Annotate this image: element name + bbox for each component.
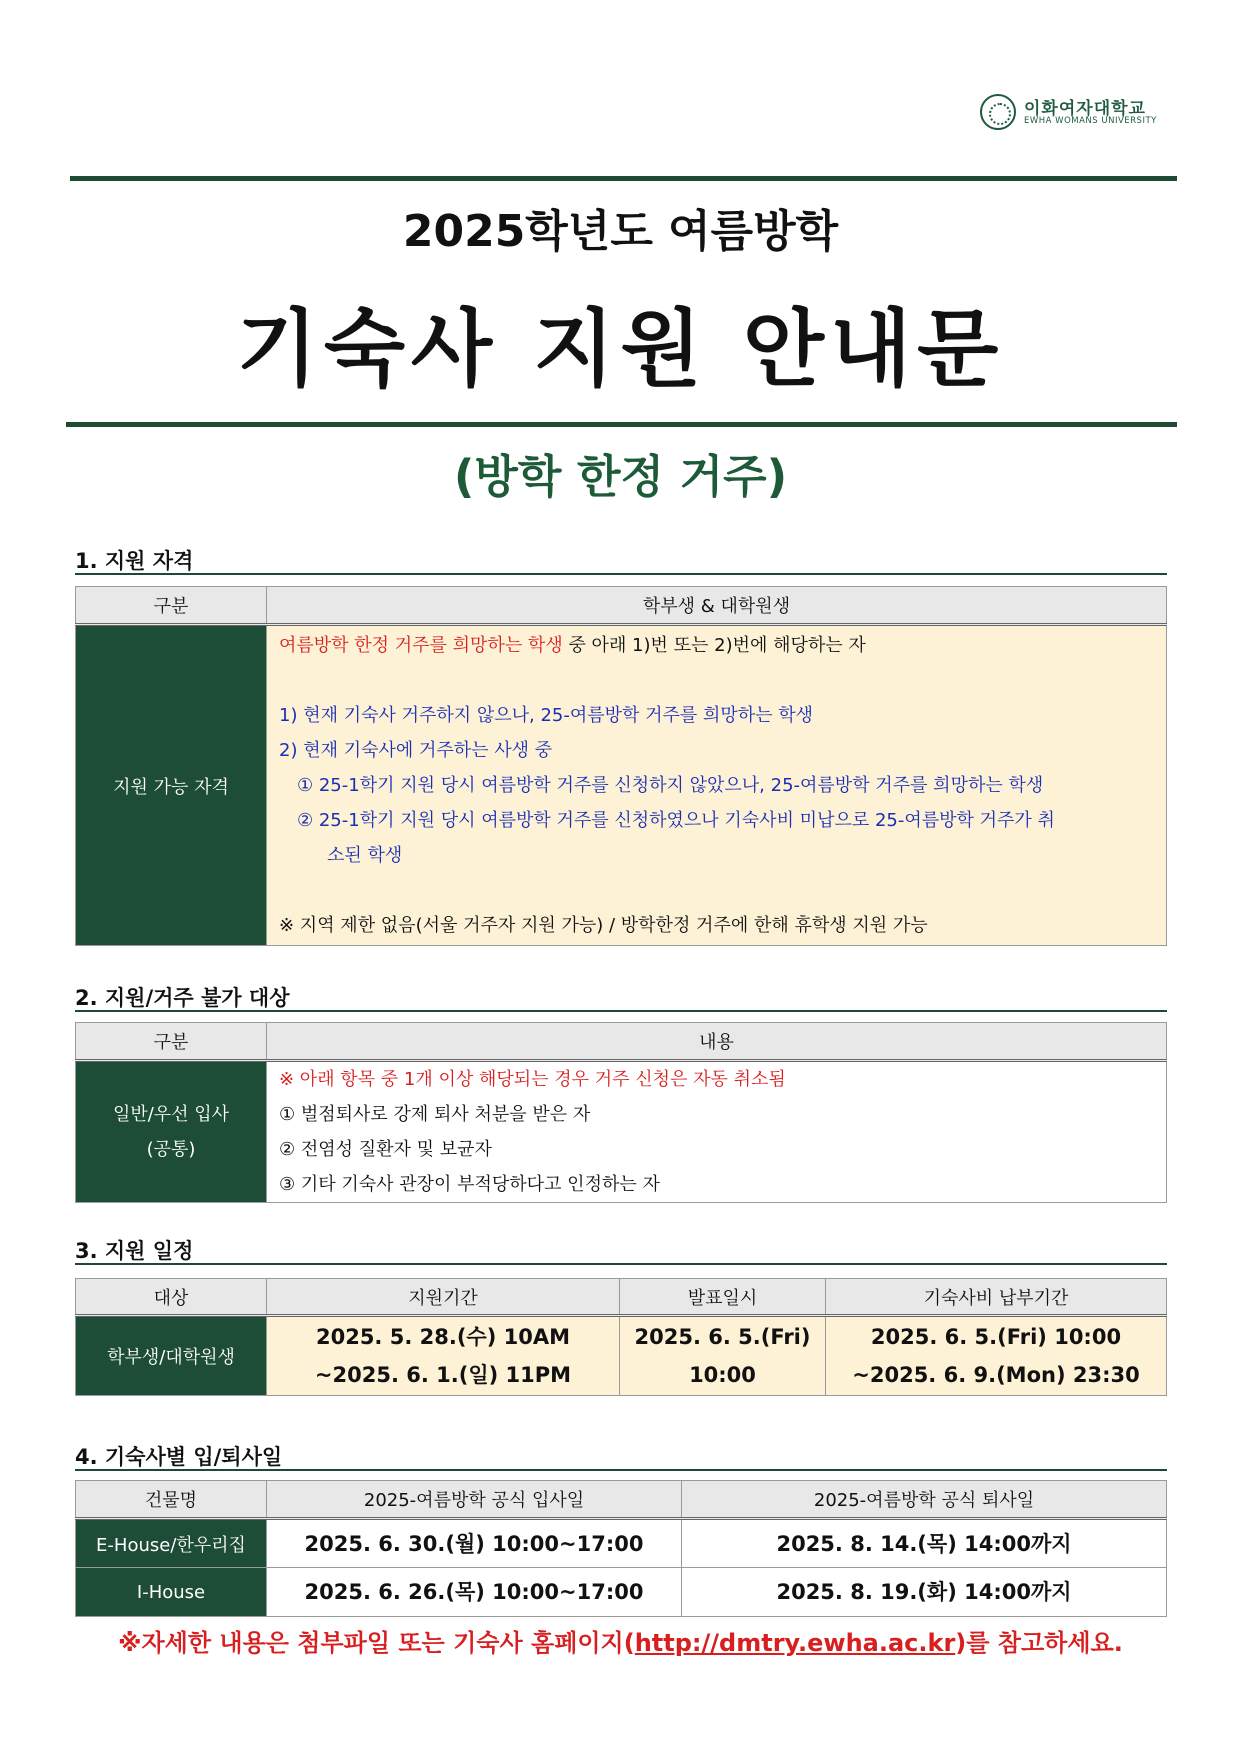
col-header-category: 구분 [76, 587, 267, 625]
university-seal-icon [980, 94, 1016, 130]
col-header-move-in: 2025-여름방학 공식 입사일 [267, 1481, 682, 1519]
col-header-content: 내용 [267, 1023, 1167, 1061]
section1-heading: 1. 지원 자격 [75, 549, 194, 573]
eligibility-item-2-2-cont: 소된 학생 [327, 845, 403, 866]
row-label-eligibility: 지원 가능 자격 [76, 625, 267, 946]
logo-name-en: EWHA WOMANS UNIVERSITY [1024, 116, 1157, 126]
section4-underline [75, 1469, 1167, 1471]
section2-underline [75, 1010, 1167, 1012]
restriction-item-3: ③ 기타 기숙사 관장이 부적당하다고 인정하는 자 [279, 1174, 660, 1195]
payment-period: 2025. 6. 5.(Fri) 10:00 ~2025. 6. 9.(Mon) 23:30 [826, 1316, 1167, 1396]
section4-heading: 4. 기숙사별 입/퇴사일 [75, 1445, 283, 1469]
eligibility-table [75, 586, 1167, 946]
dormitory-homepage-link[interactable]: http://dmtry.ewha.ac.kr [634, 1629, 956, 1657]
move-in-date: 2025. 6. 30.(월) 10:00~17:00 [267, 1519, 682, 1568]
move-out-date: 2025. 8. 14.(목) 14:00까지 [682, 1519, 1167, 1568]
title-main: 기숙사 지원 안내문 [236, 300, 1005, 398]
col-header-target: 대상 [76, 1279, 267, 1316]
title-year: 2025학년도 여름방학 [402, 206, 839, 257]
col-header-payment: 기숙사비 납부기간 [826, 1279, 1167, 1316]
col-header-target: 학부생 & 대학원생 [267, 587, 1167, 625]
announce-date: 2025. 6. 5.(Fri) 10:00 [620, 1316, 826, 1396]
col-header-category: 구분 [76, 1023, 267, 1061]
row-label-students: 학부생/대학원생 [76, 1316, 267, 1396]
move-in-date: 2025. 6. 26.(목) 10:00~17:00 [267, 1568, 682, 1617]
move-out-date: 2025. 8. 19.(화) 14:00까지 [682, 1568, 1167, 1617]
section2-heading: 2. 지원/거주 불가 대상 [75, 986, 290, 1010]
table-row [76, 1519, 1167, 1568]
table-row [76, 1568, 1167, 1617]
col-header-move-out: 2025-여름방학 공식 퇴사일 [682, 1481, 1167, 1519]
title-divider [66, 422, 1177, 427]
col-header-building: 건물명 [76, 1481, 267, 1519]
eligibility-item-2-2: ② 25-1학기 지원 당시 여름방학 거주를 신청하였으나 기숙사비 미납으로 25-여름방학 거주가 취 [297, 810, 1055, 831]
restriction-table [75, 1022, 1167, 1203]
top-divider [70, 176, 1177, 181]
eligibility-item-2-1: ① 25-1학기 지원 당시 여름방학 거주를 신청하지 않았으나, 25-여름방학 거주를 희망하는 학생 [297, 775, 1044, 796]
section3-underline [75, 1263, 1167, 1265]
restriction-item-1: ① 벌점퇴사로 강제 퇴사 처분을 받은 자 [279, 1104, 591, 1125]
eligibility-intro: 여름방학 한정 거주를 희망하는 학생 중 아래 1)번 또는 2)번에 해당하는 자 [279, 635, 866, 656]
restriction-content [267, 1061, 1167, 1203]
move-dates-table [75, 1480, 1167, 1617]
section1-underline [75, 573, 1167, 575]
university-logo [980, 92, 1170, 132]
apply-period: 2025. 5. 28.(수) 10AM ~2025. 6. 1.(일) 11PM [267, 1316, 620, 1396]
schedule-table [75, 1278, 1167, 1396]
eligibility-content [267, 625, 1167, 946]
building-name: E-House/한우리집 [76, 1519, 267, 1568]
row-label-restriction: 일반/우선 입사 (공통) [76, 1061, 267, 1203]
building-name: I-House [76, 1568, 267, 1617]
eligibility-item-2: 2) 현재 기숙사에 거주하는 사생 중 [279, 740, 553, 761]
footer-notice: ※자세한 내용은 첨부파일 또는 기숙사 홈페이지(http://dmtry.ewha.ac.kr)를 참고하세요. [118, 1629, 1123, 1657]
restriction-item-2: ② 전염성 질환자 및 보균자 [279, 1139, 492, 1160]
col-header-announce: 발표일시 [620, 1279, 826, 1316]
col-header-apply: 지원기간 [267, 1279, 620, 1316]
eligibility-item-1: 1) 현재 기숙사 거주하지 않으나, 25-여름방학 거주를 희망하는 학생 [279, 705, 814, 726]
restriction-warning: ※ 아래 항목 중 1개 이상 해당되는 경우 거주 신청은 자동 취소됨 [279, 1069, 786, 1090]
section3-heading: 3. 지원 일정 [75, 1239, 194, 1263]
logo-name-kr: 이화여자대학교 [1024, 99, 1146, 119]
title-sub: (방학 한정 거주) [453, 450, 788, 503]
eligibility-note: ※ 지역 제한 없음(서울 거주자 지원 가능) / 방학한정 거주에 한해 휴학생 지원 가능 [279, 915, 928, 936]
